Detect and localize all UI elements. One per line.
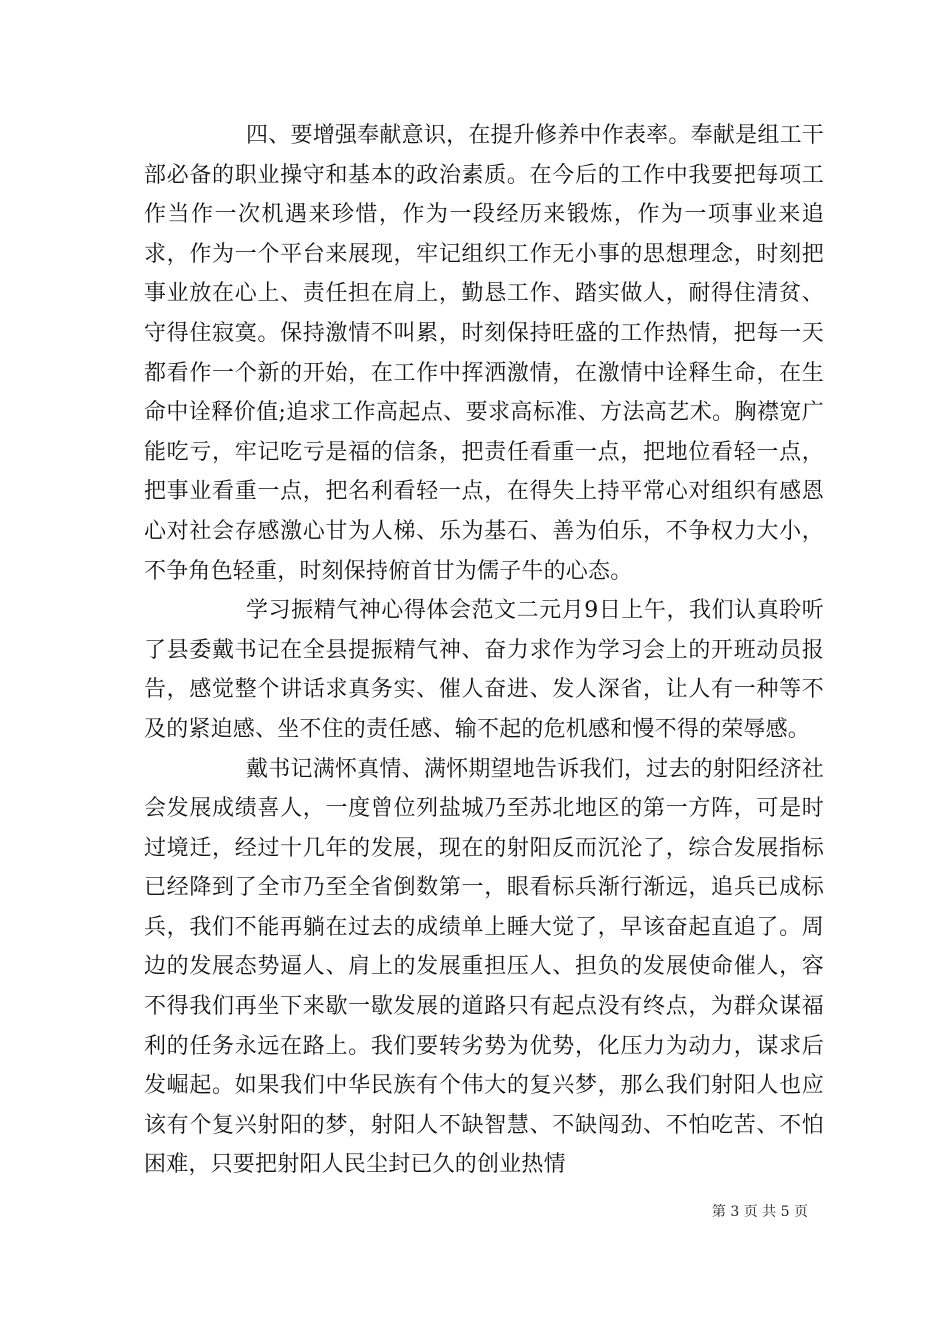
paragraph-dedication: 四、要增强奉献意识，在提升修养中作表率。奉献是组工干部必备的职业操守和基本的政治素质。在今后的工作中我要把每项工作当作一次机遇来珍惜，作为一段经历来锻炼，作为一项事业来追求，作为一个平台来展现，牢记组织工作无小事的思想理念，时刻把事业放在心上、责任担在肩上，勤恳工作、踏实做人，耐得住清贫、守得住寂寞。保持激情不叫累，时刻保持旺盛的工作热情，把每一天都看作一个新的开始，在工作中挥洒激情，在激情中诠释生命，在生命中诠释价值;追求工作高起点、要求高标准、方法高艺术。胸襟宽广能吃亏，牢记吃亏是福的信条，把责任看重一点，把地位看轻一点，把事业看重一点，把名利看轻一点，在得失上持平常心对组织有感恩心对社会存感激心甘为人梯、乐为基石、善为伯乐，不争权力大小，不争角色轻重，时刻保持俯首甘为儒子牛的心态。 [144,123,824,584]
paragraph-secretary-dai: 戴书记满怀真情、满怀期望地告诉我们，过去的射阳经济社会发展成绩喜人，一度曾位列盐城乃至苏北地区的第一方阵，可是时过境迁，经过十几年的发展，现在的射阳反而沉沦了，综合发展指标已经降到了全市乃至全省倒数第一，眼看标兵渐行渐远，追兵已成标兵，我们不能再躺在过去的成绩单上睡大觉了，早该奋起直追了。周边的发展态势逼人、肩上的发展重担压人、担负的发展使命催人，容不得我们再坐下来歇一歇发展的道路只有起点没有终点，为群众谋福利的任务永远在路上。我们要转劣势为优势，化压力为动力，谋求后发崛起。如果我们中华民族有个伟大的复兴梦，那么我们射阳人也应该有个复兴射阳的梦，射阳人不缺智慧、不缺闯劲、不怕吃苦、不怕困难，只要把射阳人民尘封已久的创业热情 [144,756,824,1178]
paragraph-study-report: 学习振精气神心得体会范文二元月9日上午，我们认真聆听了县委戴书记在全县提振精气神、奋力求作为学习会上的开班动员报告，感觉整个讲话求真务实、催人奋进、发人深省，让人有一种等不及的紧迫感、坐不住的责任感、输不起的危机感和慢不得的荣辱感。 [144,598,824,742]
document-body [144,116,824,1185]
page-number-footer: 第 3 页 共 5 页 [711,1204,808,1220]
